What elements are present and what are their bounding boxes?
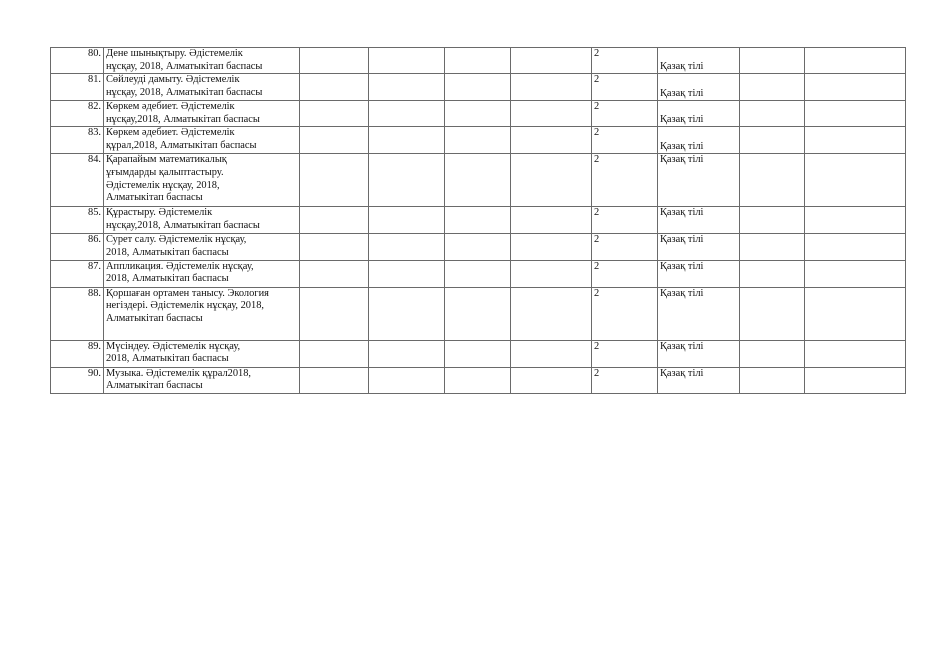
empty-cell xyxy=(511,127,592,154)
empty-cell xyxy=(805,260,906,287)
book-title: Қоршаған ортамен танысу. Экология негіздері. Әдістемелік нұсқау, 2018, Алматыкітап баспасы xyxy=(104,287,300,340)
quantity: 2 xyxy=(592,154,658,207)
language: Қазақ тілі xyxy=(658,287,740,340)
book-title: Сөйлеуді дамыту. Әдістемелік нұсқау, 2018, Алматыкітап баспасы xyxy=(104,74,300,101)
empty-cell xyxy=(805,234,906,260)
empty-cell xyxy=(300,340,369,367)
table-row xyxy=(51,207,906,234)
empty-cell xyxy=(300,154,369,207)
empty-cell xyxy=(805,340,906,367)
empty-cell xyxy=(369,101,445,127)
empty-cell xyxy=(740,340,805,367)
empty-cell xyxy=(445,154,511,207)
empty-cell xyxy=(300,101,369,127)
quantity: 2 xyxy=(592,234,658,260)
empty-cell xyxy=(300,234,369,260)
empty-cell xyxy=(445,74,511,101)
row-number: 80. xyxy=(51,48,104,74)
empty-cell xyxy=(740,234,805,260)
empty-cell xyxy=(511,74,592,101)
empty-cell xyxy=(511,154,592,207)
empty-cell xyxy=(805,127,906,154)
empty-cell xyxy=(300,260,369,287)
empty-cell xyxy=(740,48,805,74)
language: Қазақ тілі xyxy=(658,154,740,207)
empty-cell xyxy=(369,287,445,340)
empty-cell xyxy=(369,48,445,74)
row-number: 89. xyxy=(51,340,104,367)
row-number: 82. xyxy=(51,101,104,127)
empty-cell xyxy=(511,260,592,287)
empty-cell xyxy=(740,127,805,154)
empty-cell xyxy=(740,287,805,340)
row-number: 83. xyxy=(51,127,104,154)
table-row xyxy=(51,48,906,74)
book-title: Мүсіндеу. Әдістемелік нұсқау, 2018, Алматыкітап баспасы xyxy=(104,340,300,367)
quantity: 2 xyxy=(592,48,658,74)
quantity: 2 xyxy=(592,287,658,340)
empty-cell xyxy=(805,154,906,207)
empty-cell xyxy=(511,207,592,234)
empty-cell xyxy=(511,234,592,260)
empty-cell xyxy=(369,260,445,287)
empty-cell xyxy=(445,260,511,287)
quantity: 2 xyxy=(592,207,658,234)
book-title: Музыка. Әдістемелік құрал2018, Алматыкітап баспасы xyxy=(104,367,300,393)
empty-cell xyxy=(300,367,369,393)
empty-cell xyxy=(740,154,805,207)
table-row xyxy=(51,287,906,340)
row-number: 81. xyxy=(51,74,104,101)
quantity: 2 xyxy=(592,74,658,101)
empty-cell xyxy=(445,127,511,154)
book-title: Көркем әдебиет. Әдістемелік құрал,2018, Алматыкітап баспасы xyxy=(104,127,300,154)
book-title: Аппликация. Әдістемелік нұсқау, 2018, Алматыкітап баспасы xyxy=(104,260,300,287)
empty-cell xyxy=(805,207,906,234)
empty-cell xyxy=(300,207,369,234)
table-row xyxy=(51,367,906,393)
book-title: Сурет салу. Әдістемелік нұсқау, 2018, Алматыкітап баспасы xyxy=(104,234,300,260)
empty-cell xyxy=(740,260,805,287)
empty-cell xyxy=(805,367,906,393)
empty-cell xyxy=(369,234,445,260)
empty-cell xyxy=(369,367,445,393)
empty-cell xyxy=(445,287,511,340)
row-number: 88. xyxy=(51,287,104,340)
quantity: 2 xyxy=(592,367,658,393)
language: Қазақ тілі xyxy=(658,207,740,234)
language: Қазақ тілі xyxy=(658,127,740,154)
book-title: Қарапайым математикалық ұғымдарды қалыптастыру. Әдістемелік нұсқау, 2018, Алматыкітап баспасы xyxy=(104,154,300,207)
table-row xyxy=(51,154,906,207)
empty-cell xyxy=(445,207,511,234)
row-number: 86. xyxy=(51,234,104,260)
book-title: Көркем әдебиет. Әдістемелік нұсқау,2018, Алматыкітап баспасы xyxy=(104,101,300,127)
empty-cell xyxy=(300,287,369,340)
quantity: 2 xyxy=(592,260,658,287)
empty-cell xyxy=(445,101,511,127)
row-number: 87. xyxy=(51,260,104,287)
quantity: 2 xyxy=(592,101,658,127)
language: Қазақ тілі xyxy=(658,234,740,260)
empty-cell xyxy=(445,48,511,74)
row-number: 85. xyxy=(51,207,104,234)
empty-cell xyxy=(740,207,805,234)
table-row xyxy=(51,127,906,154)
table-row xyxy=(51,340,906,367)
empty-cell xyxy=(369,127,445,154)
language: Қазақ тілі xyxy=(658,340,740,367)
empty-cell xyxy=(511,367,592,393)
empty-cell xyxy=(740,367,805,393)
empty-cell xyxy=(369,340,445,367)
empty-cell xyxy=(300,74,369,101)
empty-cell xyxy=(805,48,906,74)
row-number: 84. xyxy=(51,154,104,207)
empty-cell xyxy=(369,207,445,234)
empty-cell xyxy=(511,287,592,340)
empty-cell xyxy=(805,74,906,101)
empty-cell xyxy=(511,340,592,367)
empty-cell xyxy=(805,101,906,127)
empty-cell xyxy=(511,101,592,127)
empty-cell xyxy=(511,48,592,74)
table-row xyxy=(51,260,906,287)
language: Қазақ тілі xyxy=(658,74,740,101)
empty-cell xyxy=(445,367,511,393)
book-title: Құрастыру. Әдістемелік нұсқау,2018, Алматыкітап баспасы xyxy=(104,207,300,234)
empty-cell xyxy=(369,74,445,101)
language: Қазақ тілі xyxy=(658,260,740,287)
row-number: 90. xyxy=(51,367,104,393)
language: Қазақ тілі xyxy=(658,101,740,127)
quantity: 2 xyxy=(592,340,658,367)
empty-cell xyxy=(445,340,511,367)
empty-cell xyxy=(300,127,369,154)
empty-cell xyxy=(805,287,906,340)
quantity: 2 xyxy=(592,127,658,154)
books-table xyxy=(50,47,906,394)
empty-cell xyxy=(369,154,445,207)
table-row xyxy=(51,74,906,101)
book-title: Дене шынықтыру. Әдістемелік нұсқау, 2018, Алматыкітап баспасы xyxy=(104,48,300,74)
empty-cell xyxy=(740,74,805,101)
empty-cell xyxy=(300,48,369,74)
table-row xyxy=(51,234,906,260)
empty-cell xyxy=(740,101,805,127)
empty-cell xyxy=(445,234,511,260)
language: Қазақ тілі xyxy=(658,367,740,393)
table-row xyxy=(51,101,906,127)
language: Қазақ тілі xyxy=(658,48,740,74)
